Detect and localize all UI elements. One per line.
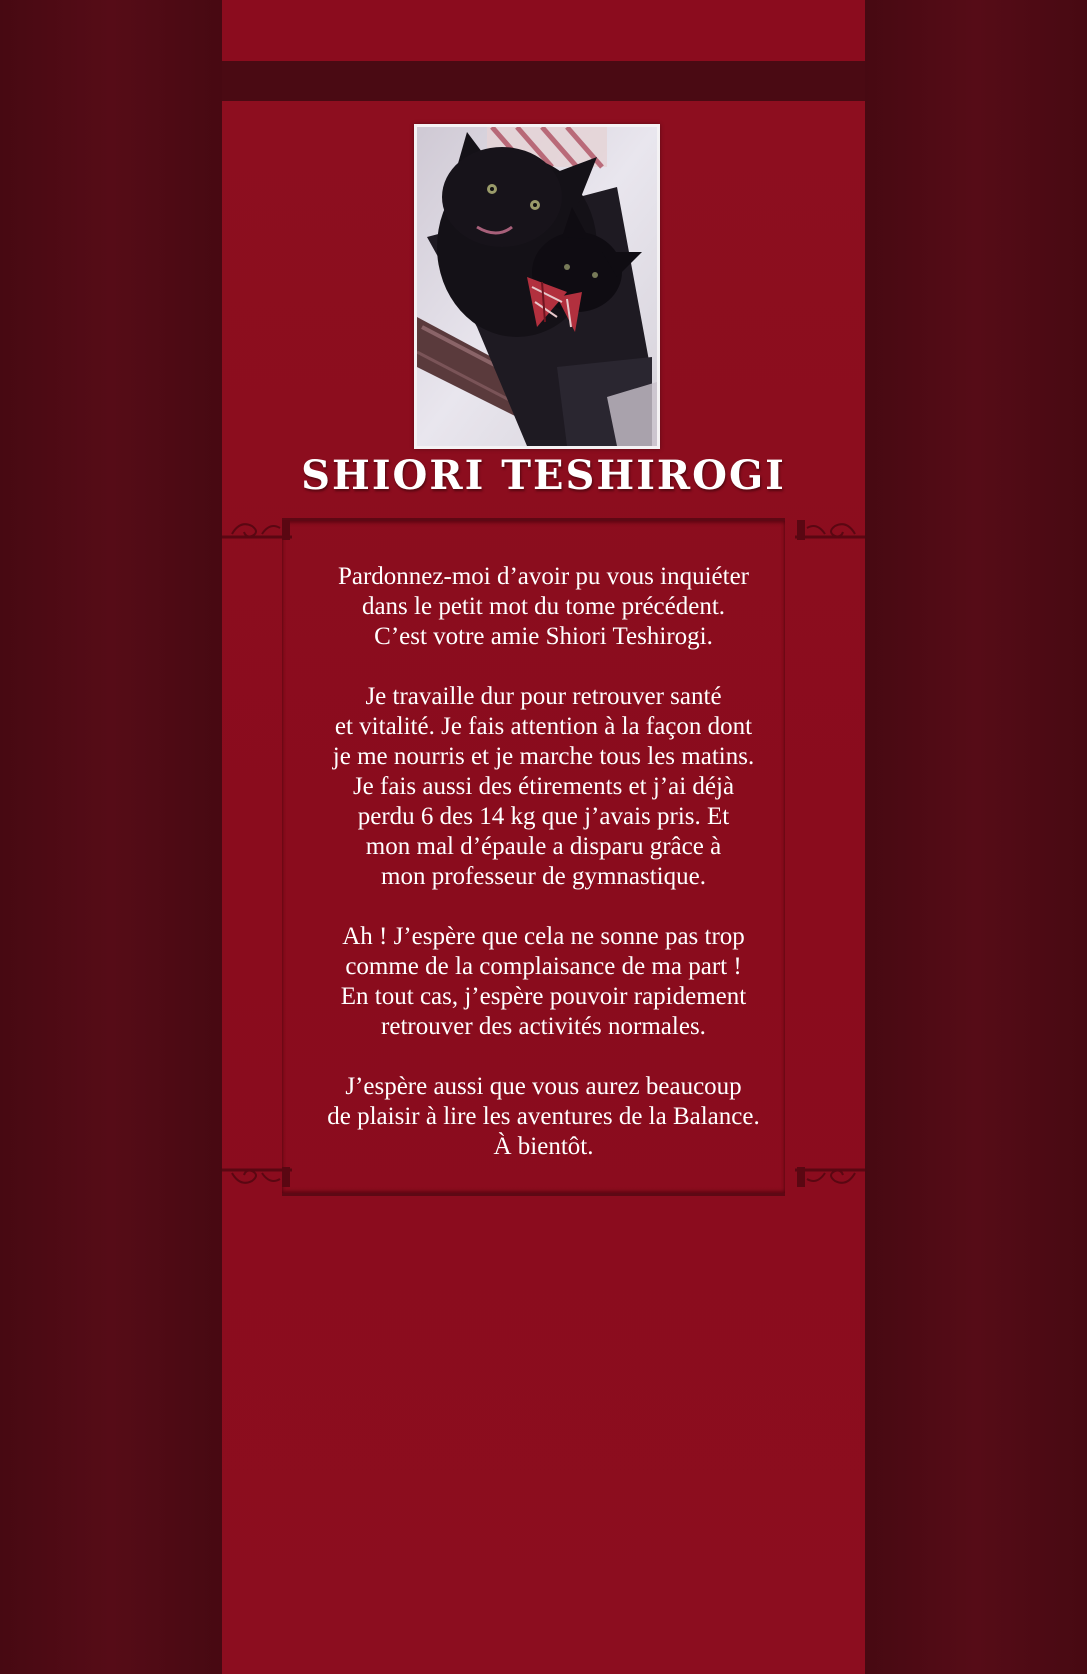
author-message — [222, 562, 865, 1192]
scroll-ornament-top-left — [222, 512, 292, 542]
author-photo — [414, 124, 660, 449]
right-side-strip — [865, 0, 1087, 1674]
message-paragraph-4: J’espère aussi que vous aurez beaucoup de plaisir à lire les aventures de la Balance. À bientôt. — [327, 1073, 760, 1160]
author-name-heading: SHIORI TESHIROGI — [301, 452, 786, 499]
cats-photo-illustration — [417, 127, 657, 446]
top-band — [222, 0, 865, 61]
scroll-ornament-top-right — [795, 512, 865, 542]
message-paragraph-1: Pardonnez-moi d’avoir pu vous inquiéter dans le petit mot du tome précédent. C’est votre amie Shiori Teshirogi. — [337, 563, 749, 650]
dark-divider-band — [222, 61, 865, 101]
message-paragraph-2: Je travaille dur pour retrouver santé et vitalité. Je fais attention à la façon dont je me nourris et je marche tous les matins. Je fais aussi des étirements et j’ai déjà perdu 6 des 14 kg que j’avais pris. Et mon mal d’épaule a disparu grâce à mon professeur de gymnastique. — [332, 683, 755, 890]
message-paragraph-3: Ah ! J’espère que cela ne sonne pas trop comme de la complaisance de ma part ! En tout cas, j’espère pouvoir rapidement retrouver des activités normales. — [340, 923, 747, 1040]
left-side-strip — [0, 0, 222, 1674]
